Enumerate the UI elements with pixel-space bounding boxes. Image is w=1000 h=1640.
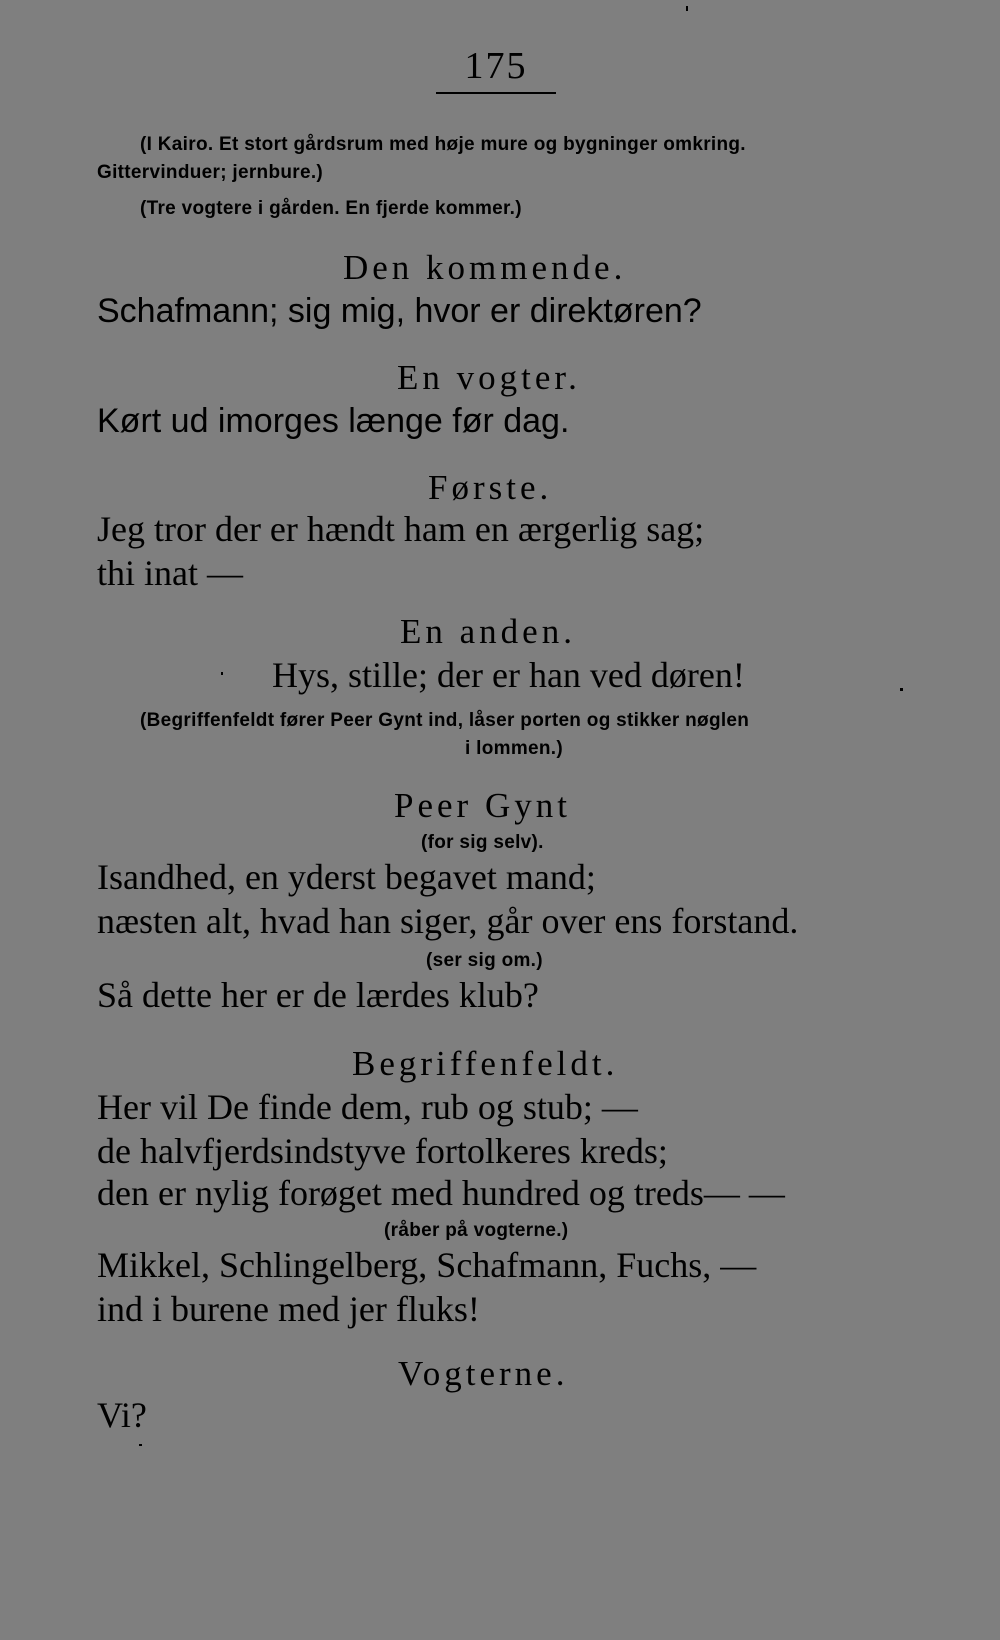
verse-line: den er nylig forøget med hundred og treds— — bbox=[97, 1173, 785, 1213]
stage-direction-setting-cont: Gittervinduer; jernbure.) bbox=[97, 162, 324, 183]
print-speck bbox=[221, 672, 223, 675]
stage-direction-setting: (I Kairo. Et stort gårdsrum med høje mure og bygninger omkring. bbox=[140, 134, 746, 155]
page-number-rule bbox=[436, 92, 556, 94]
aside-ser-sig-om: (ser sig om.) bbox=[426, 950, 543, 971]
speaker-begriffenfeldt: Begriffenfeldt. bbox=[352, 1044, 619, 1083]
verse-line: Så dette her er de lærdes klub? bbox=[97, 975, 539, 1015]
verse-line: Jeg tror der er hændt ham en ærgerlig sag; bbox=[97, 509, 705, 549]
verse-line: de halvfjerdsindstyve fortolkeres kreds; bbox=[97, 1131, 668, 1171]
verse-line: thi inat — bbox=[97, 553, 243, 593]
speaker-peer-gynt: Peer Gynt bbox=[394, 786, 571, 825]
speaker-vogterne: Vogterne. bbox=[398, 1354, 569, 1393]
speaker-en-anden: En anden. bbox=[400, 612, 576, 651]
verse-line: Her vil De finde dem, rub og stub; — bbox=[97, 1087, 638, 1127]
page-number: 175 bbox=[464, 45, 528, 87]
stage-direction-entrance: (Tre vogtere i gården. En fjerde kommer.) bbox=[140, 198, 522, 219]
print-speck bbox=[139, 1444, 142, 1446]
verse-line: Isandhed, en yderst begavet mand; bbox=[97, 857, 596, 897]
verse-line: næsten alt, hvad han siger, går over ens forstand. bbox=[97, 901, 799, 941]
speaker-den-kommende: Den kommende. bbox=[343, 248, 627, 287]
verse-line: Mikkel, Schlingelberg, Schafmann, Fuchs, — bbox=[97, 1245, 757, 1285]
verse-line: Vi? bbox=[97, 1395, 147, 1435]
speaker-en-vogter: En vogter. bbox=[397, 358, 581, 397]
verse-line: Schafmann; sig mig, hvor er direktøren? bbox=[97, 292, 702, 330]
print-speck bbox=[900, 688, 903, 691]
speaker-forste: Første. bbox=[428, 468, 553, 507]
aside-for-sig-selv: (for sig selv). bbox=[421, 832, 544, 853]
verse-line: ind i burene med jer fluks! bbox=[97, 1289, 480, 1329]
print-speck bbox=[686, 6, 688, 11]
stage-direction-entry-cont: i lommen.) bbox=[465, 738, 564, 759]
aside-raber-pa-vogterne: (råber på vogterne.) bbox=[384, 1220, 569, 1241]
verse-line: Kørt ud imorges længe før dag. bbox=[97, 402, 570, 440]
stage-direction-entry: (Begriffenfeldt fører Peer Gynt ind, låser porten og stikker nøglen bbox=[140, 710, 750, 731]
verse-line-indented: Hys, stille; der er han ved døren! bbox=[272, 655, 745, 695]
